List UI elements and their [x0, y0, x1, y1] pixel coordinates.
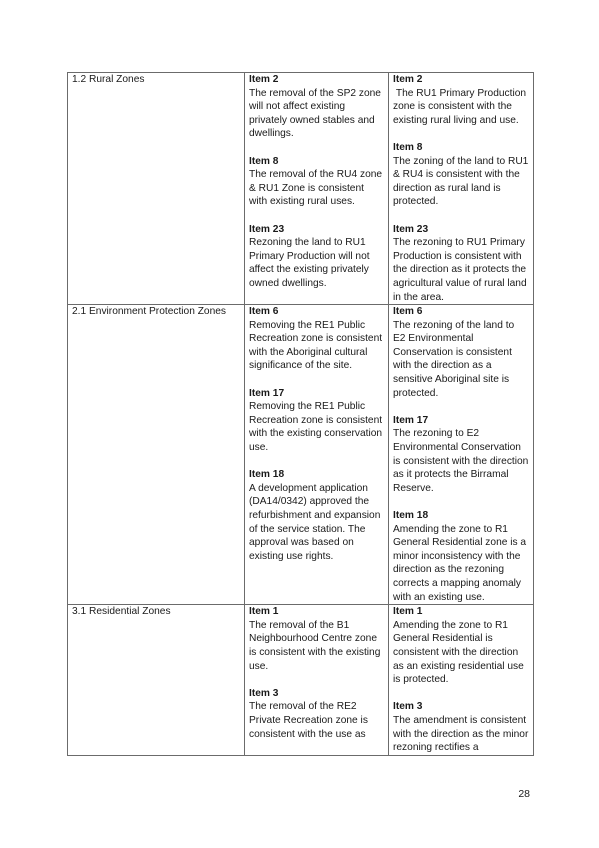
item-block [393, 605, 529, 687]
item-block [393, 700, 532, 754]
assessment-cell [389, 73, 534, 305]
zone-cell [68, 73, 245, 305]
item-title: Item 17 [393, 414, 429, 426]
item-block [249, 468, 384, 563]
item-title: Item 3 [393, 701, 423, 713]
zone-label: 3.1 Residential Zones [72, 606, 171, 618]
item-assessment-text: The rezoning of the land to E2 Environmental Conservation is consistent with the direction as a sensitive Aboriginal site is protected. [393, 319, 518, 399]
item-title: Item 8 [393, 141, 423, 153]
item-title: Item 1 [393, 606, 423, 618]
comment-cell [245, 73, 389, 305]
item-assessment-text: The RU1 Primary Production zone is consistent with the existing rural living and use. [393, 87, 529, 126]
item-title: Item 3 [249, 687, 279, 699]
item-comment-text: Removing the RE1 Public Recreation zone is consistent with the Aboriginal cultural significance of the site. [249, 319, 385, 372]
item-comment-text: The removal of the SP2 zone will not affect existing privately owned stables and dwellings. [249, 87, 384, 140]
table-row [68, 305, 534, 605]
item-title: Item 23 [393, 223, 429, 235]
comment-cell [245, 605, 389, 756]
item-comment-text: The removal of the B1 Neighbourhood Centre zone is consistent with the existing use. [249, 619, 384, 672]
item-assessment-text: The rezoning to RU1 Primary Production is consistent with the direction as it protects the agricultural value of rural land in the area. [393, 237, 530, 303]
item-assessment-text: The amendment is consistent with the direction as the minor rezoning rectifies a [393, 714, 532, 754]
item-comment-text: The removal of the RE2 Private Recreation zone is consistent with the use as [249, 701, 371, 740]
item-comment-text: Rezoning the land to RU1 Primary Production will not affect the existing privately owned dwellings. [249, 237, 373, 289]
item-title: Item 18 [249, 469, 285, 481]
item-block [249, 223, 384, 291]
item-block [249, 155, 384, 209]
comment-cell [245, 305, 389, 605]
item-block [249, 305, 384, 373]
item-title: Item 8 [249, 155, 279, 167]
item-assessment-text: The rezoning to E2 Environmental Conservation is consistent with the direction as it protects the Birramal Reserve. [393, 428, 532, 494]
item-assessment-text: Amending the zone to R1 General Residential is consistent with the direction as an existing residential use is protected. [393, 619, 527, 686]
item-block [249, 687, 384, 741]
item-block [393, 305, 529, 400]
item-title: Item 23 [249, 223, 285, 235]
table-body [68, 73, 534, 756]
zone-cell [68, 605, 245, 756]
item-comment-text: A development application (DA14/0342) approved the refurbishment and expansion of the service station. The approval was based on existing use rights. [249, 482, 384, 562]
item-title: Item 6 [393, 306, 423, 318]
item-title: Item 18 [393, 510, 429, 521]
item-title: Item 17 [249, 387, 285, 399]
item-block [393, 73, 529, 127]
assessment-cell [389, 305, 534, 605]
zone-label: 1.2 Rural Zones [72, 74, 145, 85]
item-block [249, 605, 384, 673]
page-number: 28 [518, 788, 530, 800]
item-comment-text: The removal of the RU4 zone & RU1 Zone is consistent with existing rural uses. [249, 169, 385, 208]
item-block [393, 141, 532, 209]
zone-label: 2.1 Environment Protection Zones [72, 306, 227, 318]
item-block [249, 73, 384, 141]
item-title: Item 1 [249, 606, 279, 618]
table-row [68, 73, 534, 305]
item-block [249, 387, 384, 455]
zone-cell [68, 305, 245, 605]
item-block [393, 414, 532, 496]
item-block [393, 509, 529, 604]
item-assessment-text: Amending the zone to R1 General Residential zone is a minor inconsistency with the direction as the rezoning corrects a mapping anomaly with an existing use. [393, 523, 529, 603]
table-row [68, 605, 534, 756]
item-comment-text: Removing the RE1 Public Recreation zone is consistent with the existing conservation use. [249, 401, 385, 454]
item-title: Item 2 [249, 74, 279, 85]
item-title: Item 6 [249, 306, 279, 318]
item-block [393, 223, 529, 305]
item-assessment-text: The zoning of the land to RU1 & RU4 is consistent with the direction as rural land is protected. [393, 155, 532, 208]
item-title: Item 2 [393, 74, 423, 85]
assessment-cell [389, 605, 534, 756]
consistency-table [67, 72, 534, 756]
